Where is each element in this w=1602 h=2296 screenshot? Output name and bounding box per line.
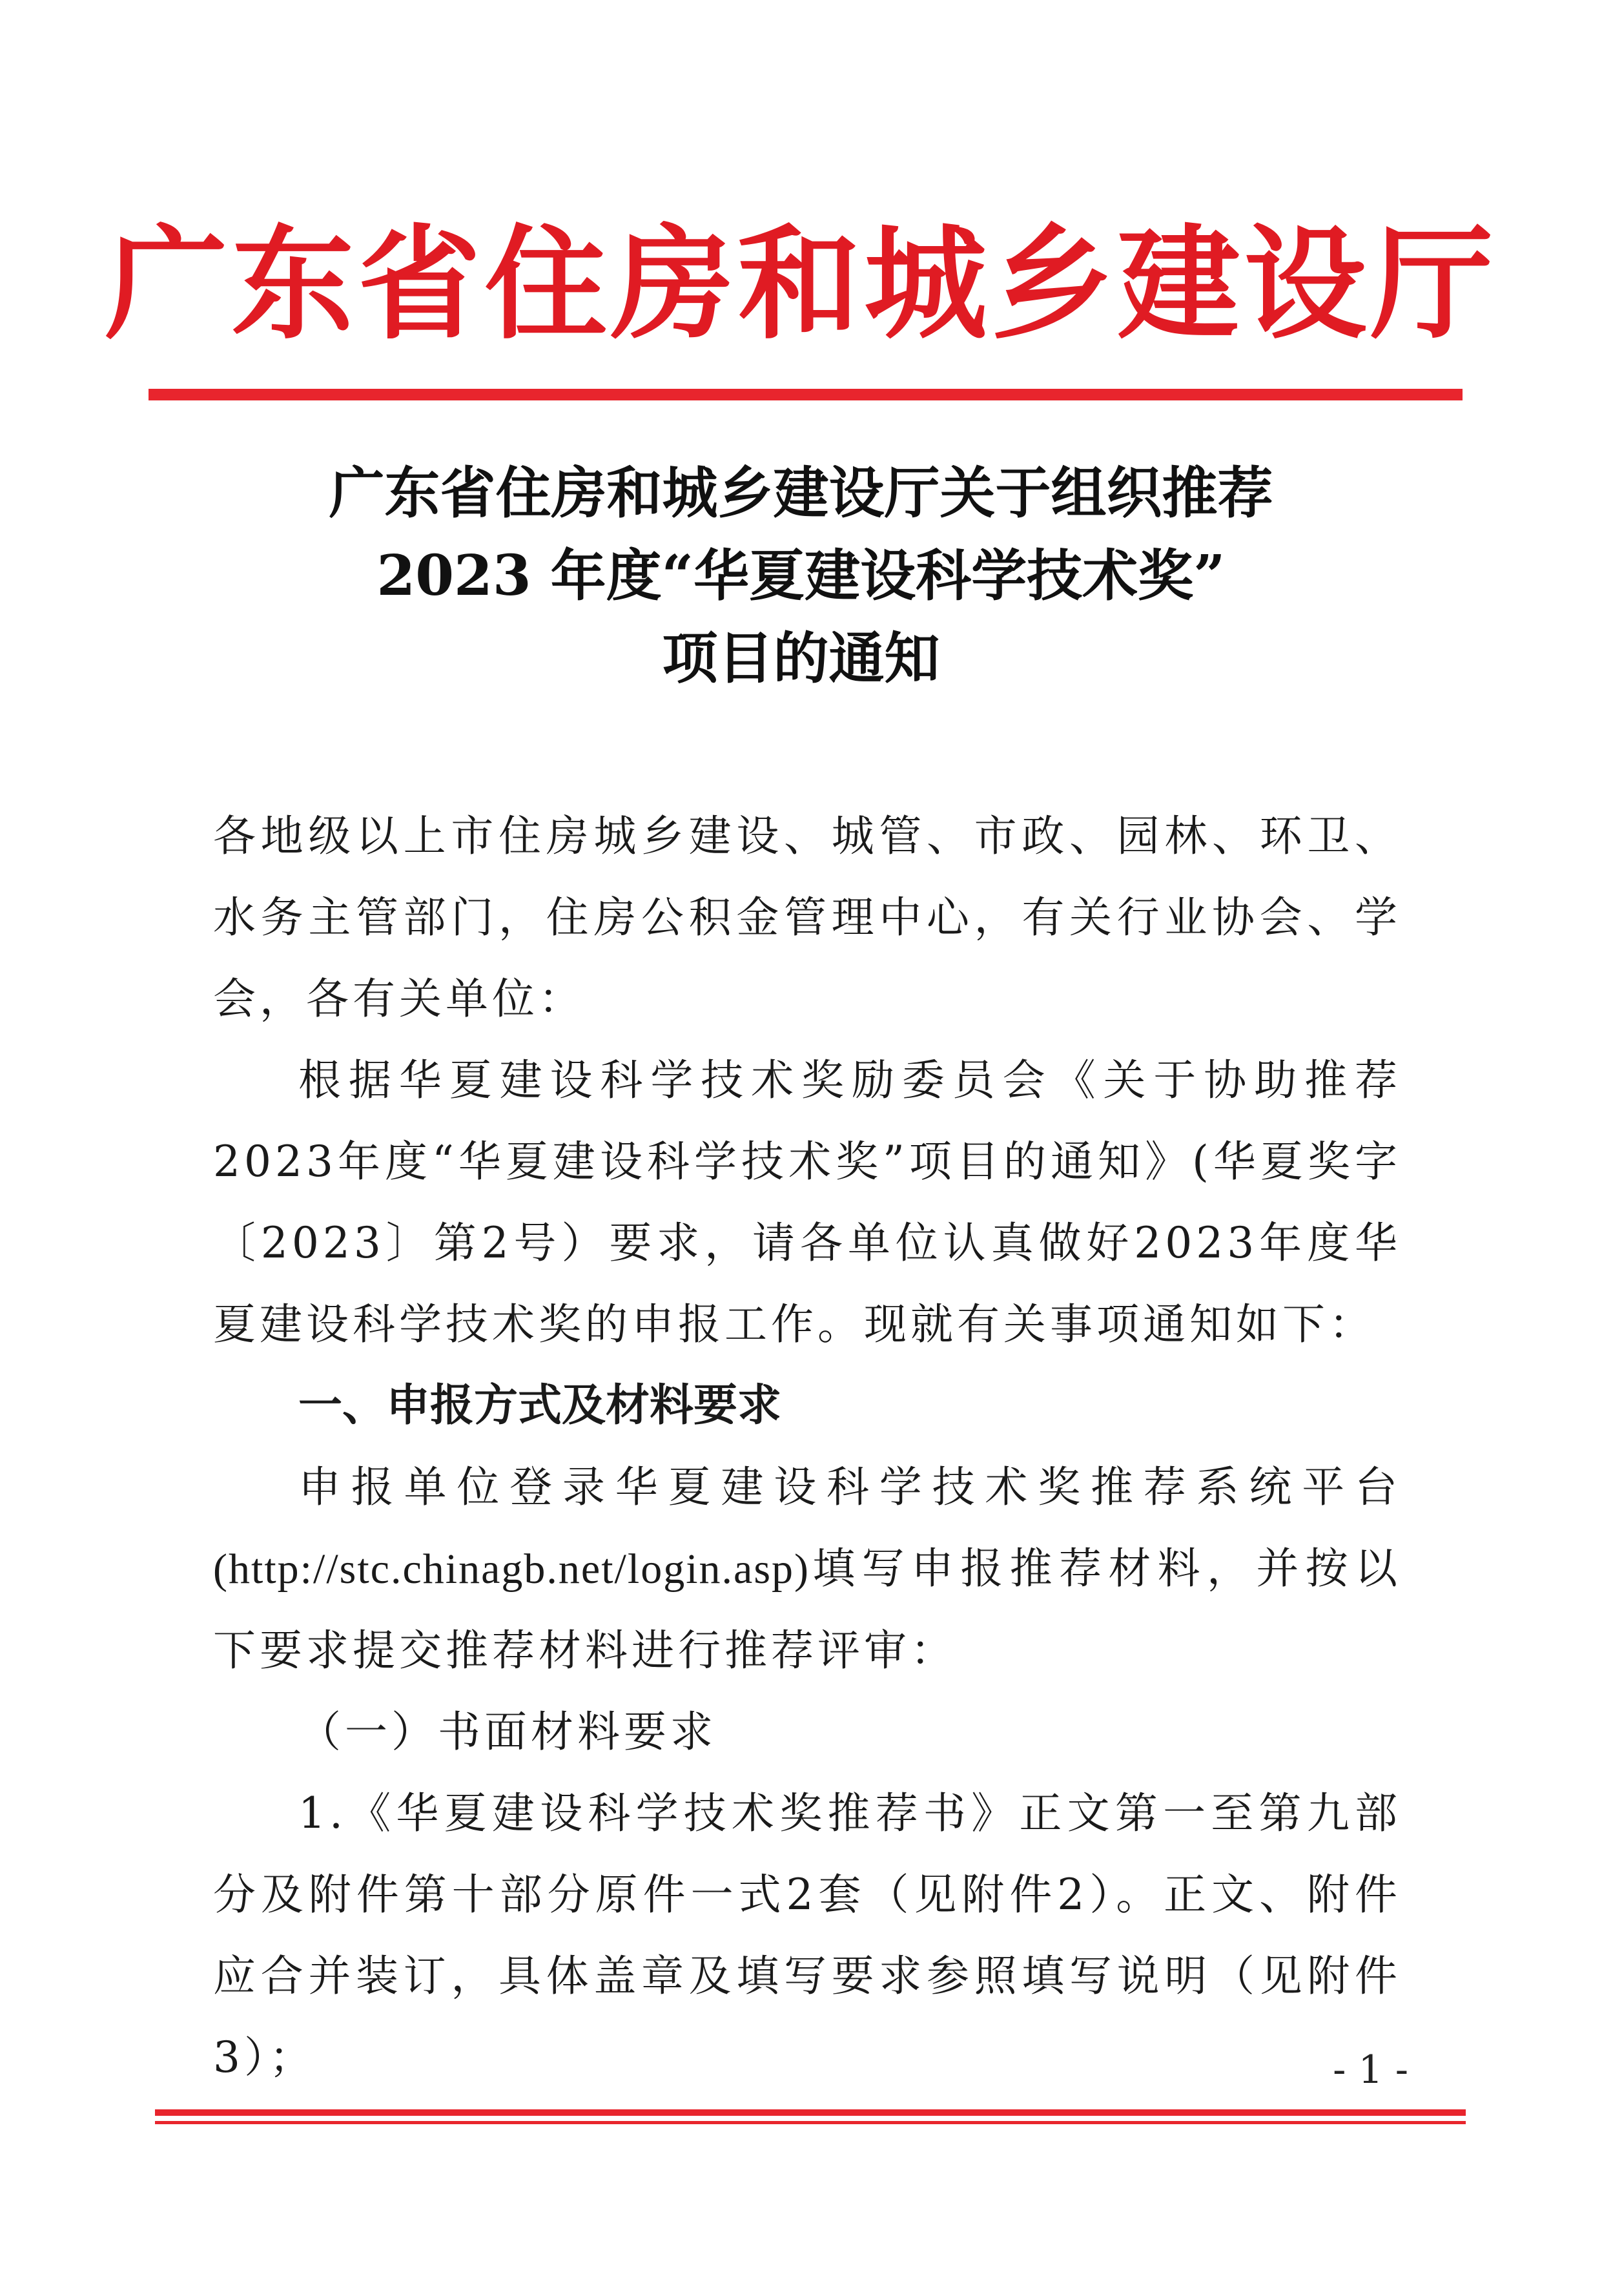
footer-red-rule-thin [155, 2121, 1466, 2124]
page-number: - 1 - [1333, 2047, 1408, 2093]
section-1-paragraph [213, 1447, 1401, 1691]
title-line-1: 广东省住房和城乡建设厅关于组织推荐 [329, 460, 1273, 526]
header-red-rule [149, 389, 1463, 400]
document-title [129, 452, 1473, 700]
document-body [213, 796, 1401, 2098]
footer-red-rule-thick [155, 2109, 1466, 2116]
item-1-paragraph: 1.《华夏建设科学技术奖推荐书》正文第一至第九部分及附件第十部分原件一式2套（见附件2）。正文、附件应合并装订，具体盖章及填写要求参照填写说明（见附件3）； [213, 1788, 1401, 2082]
agency-header-title: 广东省住房和城乡建设厅 [105, 212, 1497, 356]
section-1-text-after-url: 填写申报推荐材料，并按以下要求提交推荐材料进行推荐评审： [213, 1544, 1401, 1675]
title-line-2: 2023 年度“华夏建设科学技术奖” [376, 543, 1226, 608]
title-line-3: 项目的通知 [662, 626, 940, 691]
system-platform-url: (http://stc.chinagb.net/login.asp) [213, 1546, 810, 1593]
intro-paragraph: 根据华夏建设科学技术奖励委员会《关于协助推荐2023年度“华夏建设科学技术奖”项目的通知》(华夏奖字〔2023〕第2号）要求，请各单位认真做好2023年度华夏建设科学技术奖的申报工作。现就有关事项通知如下： [213, 1055, 1401, 1349]
section-1-heading: 一、申报方式及材料要求 [298, 1380, 782, 1431]
addressee-paragraph: 各地级以上市住房城乡建设、城管、市政、园林、环卫、水务主管部门，住房公积金管理中心，有关行业协会、学会，各有关单位： [213, 811, 1401, 1024]
section-1-text-before-url: 申报单位登录华夏建设科学技术奖推荐系统平台 [298, 1462, 1401, 1512]
subsection-1-heading: （一）书面材料要求 [298, 1707, 717, 1757]
